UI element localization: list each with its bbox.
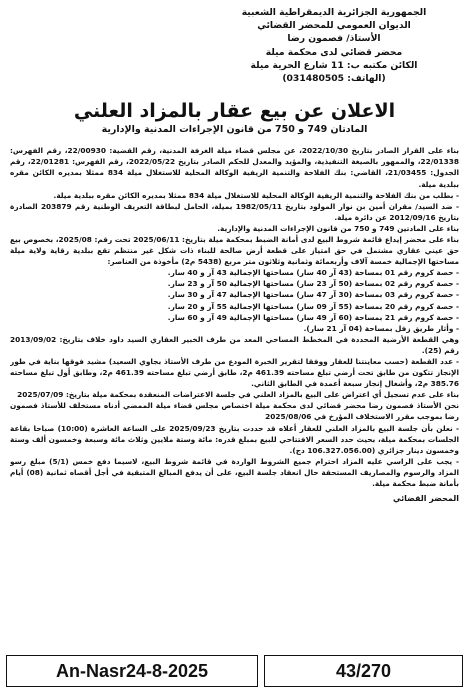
publication-code-box: An-Nasr24-8-2025 [6, 655, 258, 687]
body-paragraph: - بطلب من بنك الفلاحة والتنمية الريفية الوكالة المحلية للاستغلال ميلة 834 ممثلا بمديره الكائن مقره ببلدية ميلة. [53, 190, 459, 200]
body-paragraph: بناء على محضر إيداع قائمة شروط البيع لدى أمانة الضبط بمحكمة ميلة بتاريخ: 2025/06/11 تحت رقم: 2025/08، بخصوص بيع حق عيني عقاري مشتمل في حق امتياز على قطعة أرض صالحة للبناء ذات شكل غير منتظم تقع ببلدية رقاية ولاية ميلة مساحتها الإجمالية خمسة آلاف وأربعمائة وثمانية وثلاثون متر مربع (5438 م2) مأخوذة من العناصر: [10, 234, 459, 267]
page-reference-box: 43/270 [264, 655, 463, 687]
header-republic: الجمهورية الجزائرية الديمقراطية الشعبية [241, 7, 427, 18]
body-paragraph: - حصة كروم رقم 03 بمساحة (30 آر 47 سار) مساحتها الإجمالية 47 آر و 30 سار. [167, 290, 459, 300]
body-paragraph: - ضد السيد/ مقران أمين بن نوار المولود بتاريخ 1982/05/11 بميلة، الحامل لبطاقة التعريف الوطنية رقم 203879 الصادرة بتاريخ 2012/09/16 عن دائرة ميلة. [10, 201, 459, 222]
body-paragraph: - حصة كروم رقم 20 بمساحة (55 آر 09 سار) مساحتها الإجمالية 55 آر و 20 سار. [167, 301, 459, 311]
body-paragraph: وهي القطعة الأرضية المحددة في المخطط المساحي المعد من طرف الخبير العقاري السيد داود خلاف بتاريخ: 2013/09/02 رقم (25). [10, 334, 459, 355]
header-address: الكائن مكتبه ب: 11 شارع الحرية ميلة [250, 59, 418, 71]
body-paragraph: - عدد القطعة (حسب معاينتنا للعقار ووفقا لتقرير الخبرة المودع من طرف الأستاذ بجاوي السعيد) مشيد فوقها بناية في طور الإنجاز تتكون من طابق تحت أرضي تبلغ مساحته 461.39 م2، طابق أرضي تبلغ مساحته 461.39 م2، وطابق أول تبلغ مساحته 385.76 م2، وأشغال إنجاز سبعة أعمدة في الطابق الثاني. [10, 357, 459, 389]
announcement-body [10, 145, 459, 665]
header-phone: (الهاتف: 031480505) [282, 73, 386, 85]
body-paragraph: بناء على عدم تسجيل أي اعتراض على البيع بالمزاد العلني في جلسة الاعتراضات المنعقدة بمحكمة ميلة بتاريخ: 2025/07/09 [17, 390, 459, 400]
body-paragraph: نحن الأستاذ فصمون رضا محضر قضائي لدى محكمة ميلة اختصاص مجلس قضاء ميلة الممضي أدناه مستخلف للأستاذ فصمون رضا بموجب مقرر الاستخلاف المؤرخ في 2025/08/06 [10, 401, 459, 422]
header-bailiff-name: الأستاذ/ فصمون رضا [287, 33, 381, 45]
announcement-title: الاعلان عن بيع عقار بالمزاد العلني [73, 100, 396, 123]
footer-bar [6, 655, 463, 687]
body-paragraph: - يجب على الراسي عليه المزاد احترام جميع الشروط الواردة في قائمة شروط البيع، لاسيما دفع خمس (5/1) مبلغ رسو المزاد والرسوم والمصاريف المستحقة حال انعقاد جلسة البيع، على أن يدفع المبالغ المتبقية في أجل أقصاه ثمانية (08) أيام بأمانة ضبط محكمة ميلة. [10, 456, 459, 489]
body-paragraph: - وأثار طريق زفل بمساحة (04 آر 21 سار). [303, 323, 459, 333]
body-paragraph: - حصة كروم رقم 21 بمساحة (60 آر 49 سار) مساحتها الإجمالية 49 آر و 60 سار. [167, 312, 459, 322]
header-court: محضر قضائي لدى محكمة ميلة [265, 46, 403, 58]
office-header [209, 6, 459, 85]
header-office: الديوان العمومي للمحضر القضائي [257, 20, 411, 32]
body-paragraph: بناء على المادتين 749 و 750 من قانون الإجراءات المدنية والإدارية. [217, 223, 459, 233]
body-paragraph: - حصة كروم رقم 02 بمساحة (50 آر 23 سار) مساحتها الإجمالية 50 آر و 23 سار. [167, 279, 459, 289]
signature-label: المحضر القضائي [392, 494, 459, 504]
body-paragraph: - حصة كروم رقم 01 بمساحة (43 آر 40 سار) مساحتها الإجمالية 43 آر و 40 سار. [167, 268, 459, 278]
body-paragraph: - نعلن بأن جلسة البيع بالمزاد العلني للعقار أعلاه قد حددت بتاريخ 2025/09/23 على الساعة العاشرة (10:00) صباحا بقاعة الجلسات بمحكمة ميلة، بحيث حدد السعر الافتتاحي للبيع بمبلغ قدره: مائة وستة ملايين وثلاث مائة وسبعة وخمسون ألف وستة وخمسون دينار جزائري (106.327.056.00 دج). [10, 423, 459, 455]
announcement-subtitle: المادتان 749 و 750 من قانون الإجراءات المدنية والإدارية [101, 124, 368, 136]
body-paragraph: بناء على القرار الصادر بتاريخ 2022/10/30، عن مجلس قضاء ميلة الغرفة المدنية، رقم القضية: 22/00930، رقم الفهرس: 22/01338، والممهور بالصيغة التنفيذية، والمؤيد والمعدل للحكم الصادر بتاريخ 2022/05/22، رقم الفهرس: 22/01281، رقم الجدول: 21/03455، القاضي: بنك الفلاحة والتنمية الريفية الوكالة المحلية للاستغلال ميلة 834 ممثلا بمديره الكائن مقره ببلدية ميلة. [10, 146, 459, 189]
